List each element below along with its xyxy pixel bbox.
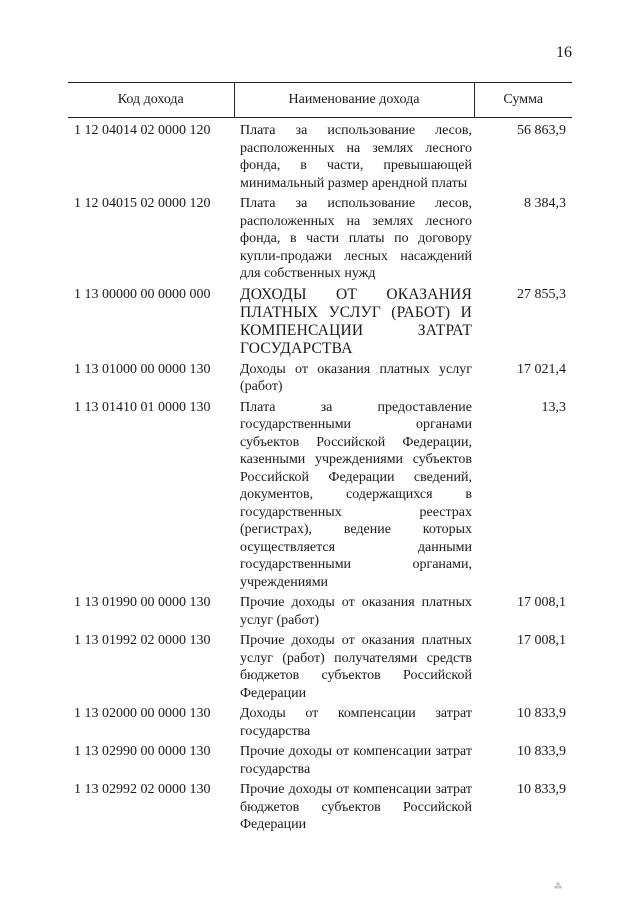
income-name: Прочие доходы от оказания платных услуг (работ) получателями средств бюджетов субъектов Российской Федерации — [240, 633, 472, 701]
income-amount: 27 855,3 — [517, 286, 566, 302]
income-amount: 13,3 — [541, 399, 566, 415]
income-name: Плата за использование лесов, расположенных на землях лесного фонда, в части платы по договору купли-продажи лесных насаждений для собственных нужд — [240, 196, 472, 281]
income-name: Прочие доходы от компенсации затрат бюджетов субъектов Российской Федерации — [240, 782, 472, 832]
income-amount: 17 021,4 — [517, 361, 566, 377]
income-name: ДОХОДЫ ОТ ОКАЗАНИЯ ПЛАТНЫХ УСЛУГ (РАБОТ) И КОМПЕНСАЦИИ ЗАТРАТ ГОСУДАРСТВА — [240, 285, 472, 357]
income-code: 1 13 02992 02 0000 130 — [74, 782, 211, 797]
income-code: 1 13 02000 00 0000 130 — [74, 706, 211, 721]
income-amount: 10 833,9 — [517, 744, 566, 759]
table-row — [68, 781, 572, 837]
income-code: 1 13 01992 02 0000 130 — [74, 633, 211, 648]
income-name: Плата за предоставление государственными органами субъектов Российской Федерации, казенными учреждениями субъектов Российской Федерации сведений, документов, содержащихся в государственных реестрах (регистрах), ведение которых осуществляется данными государственными органами, учреждениями — [240, 399, 472, 590]
income-amount: 10 833,9 — [517, 782, 566, 797]
income-name: Плата за использование лесов, расположенных на землях лесного фонда, в части, превышающей минимальный размер арендной платы — [240, 123, 472, 191]
income-name: Доходы от оказания платных услуг (работ) — [240, 361, 472, 394]
income-code: 1 13 01990 00 0000 130 — [74, 595, 211, 610]
table-row — [68, 286, 572, 361]
header-income-code: Код дохода — [68, 83, 234, 118]
income-code: 1 12 04015 02 0000 120 — [74, 196, 211, 211]
income-code: 1 13 02990 00 0000 130 — [74, 744, 211, 759]
table-row — [68, 705, 572, 743]
table-row — [68, 743, 572, 781]
table-row — [68, 399, 572, 595]
income-amount: 17 008,1 — [517, 595, 566, 610]
scan-mark: ⁂ — [554, 882, 562, 891]
header-amount: Сумма — [474, 83, 572, 118]
table-row — [68, 118, 572, 196]
income-amount: 8 384,3 — [524, 196, 566, 211]
income-amount: 17 008,1 — [517, 633, 566, 648]
income-name: Прочие доходы от оказания платных услуг (работ) — [240, 595, 472, 628]
income-amount: 10 833,9 — [517, 706, 566, 721]
page-number: 16 — [556, 44, 572, 61]
table-row — [68, 195, 572, 286]
income-code: 1 12 04014 02 0000 120 — [74, 123, 211, 138]
header-income-name: Наименование дохода — [234, 83, 474, 118]
income-table — [68, 82, 572, 837]
income-code: 1 13 01000 00 0000 130 — [74, 361, 211, 377]
income-name: Прочие доходы от компенсации затрат государства — [240, 744, 472, 777]
income-amount: 56 863,9 — [517, 123, 566, 138]
income-code: 1 13 00000 00 0000 000 — [74, 286, 211, 302]
table-row — [68, 361, 572, 399]
table-header-row — [68, 83, 572, 118]
income-name: Доходы от компенсации затрат государства — [240, 706, 472, 739]
income-code: 1 13 01410 01 0000 130 — [74, 399, 211, 415]
table-row — [68, 632, 572, 705]
table-row — [68, 594, 572, 632]
